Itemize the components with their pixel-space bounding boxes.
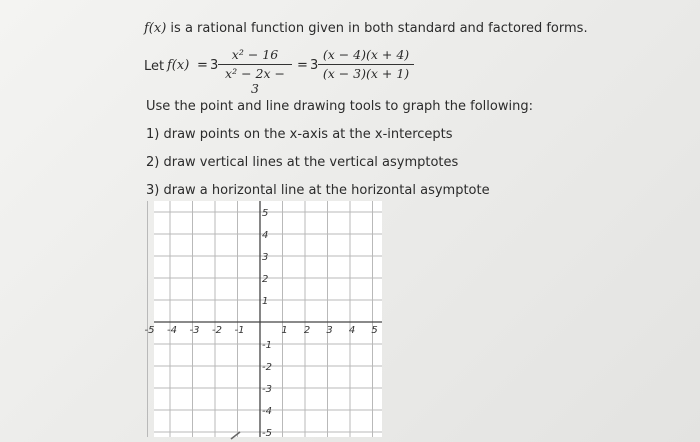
x-tick-label: 1	[281, 325, 288, 336]
step-3: 3) draw a horizontal line at the horizontal asymptote	[146, 183, 490, 198]
graph-canvas[interactable]	[144, 201, 382, 439]
coefficient-1: 3	[210, 58, 219, 73]
factored-denominator: (x − 3)(x + 1)	[322, 66, 410, 81]
y-tick-label: -4	[262, 406, 272, 417]
intro-line	[144, 21, 588, 36]
x-tick-label: 2	[303, 325, 311, 336]
y-tick-label: -3	[262, 384, 272, 395]
standard-numerator: x² − 16	[231, 47, 279, 62]
x-tick-label: -2	[212, 325, 222, 336]
y-tick-label: 2	[262, 274, 269, 285]
step-1: 1) draw points on the x-axis at the x-intercepts	[146, 127, 453, 142]
x-tick-label: -5	[144, 325, 155, 336]
standard-form-fraction	[218, 47, 292, 96]
step-2: 2) draw vertical lines at the vertical asymptotes	[146, 155, 459, 170]
intro-text: is a rational function given in both standard and factored forms.	[166, 21, 588, 36]
y-tick-label: -2	[262, 362, 272, 373]
x-tick-label: 4	[348, 325, 356, 336]
y-tick-label: 3	[262, 252, 269, 263]
coefficient-2: 3	[310, 58, 319, 73]
x-tick-label: -4	[167, 325, 177, 336]
factored-form-fraction	[318, 47, 414, 81]
intro-function-symbol: f(x)	[144, 21, 167, 36]
y-tick-label: 1	[262, 296, 269, 307]
x-tick-label: 5	[371, 325, 378, 336]
x-tick-label: -1	[234, 325, 245, 336]
factored-numerator: (x − 4)(x + 4)	[322, 47, 410, 62]
y-tick-label: -5	[262, 428, 272, 439]
y-tick-label: 5	[262, 208, 269, 219]
cursor-mark-icon	[230, 430, 242, 440]
equals-sign-1: =	[197, 58, 208, 73]
equals-sign-2: =	[297, 58, 308, 73]
x-tick-label: 3	[326, 325, 333, 336]
fraction-bar	[318, 64, 414, 65]
function-name: f(x)	[167, 58, 190, 73]
standard-denominator: x² − 2x − 3	[225, 66, 285, 96]
instruction-text: Use the point and line drawing tools to graph the following:	[146, 99, 533, 114]
y-tick-label: -1	[262, 340, 272, 351]
let-label: Let	[144, 59, 165, 74]
fraction-bar	[218, 64, 292, 65]
x-tick-label: -3	[189, 325, 200, 336]
y-tick-label: 4	[262, 230, 269, 241]
